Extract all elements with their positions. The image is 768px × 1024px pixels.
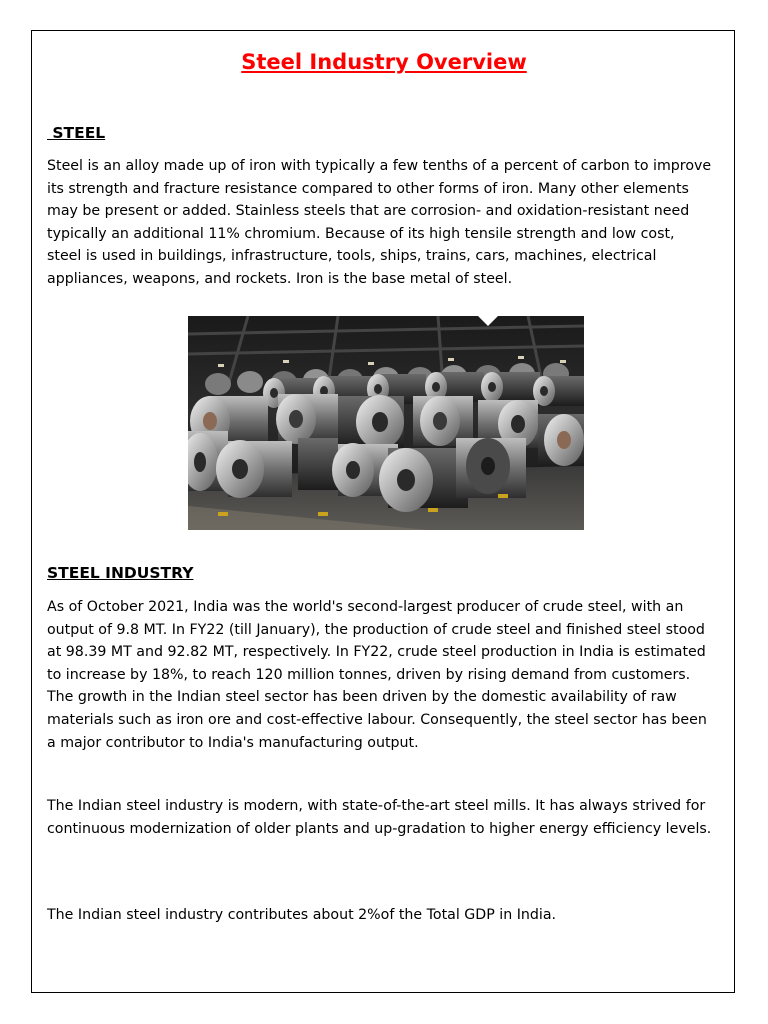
section-heading-steel-industry: STEEL INDUSTRY <box>47 564 194 582</box>
paragraph-modernization: The Indian steel industry is modern, with state-of-the-art steel mills. It has always strived for continuous modernization of older plants and up-gradation to higher energy efficiency levels. <box>47 798 712 837</box>
steel-coils-photo <box>188 316 584 530</box>
page-title: Steel Industry Overview <box>241 50 527 74</box>
paragraph-steel-definition: Steel is an alloy made up of iron with typically a few tenths of a percent of carbon to improve its strength and fracture resistance compared to other forms of iron. Many other elements may be present or added. Stainless steels that are corrosion- and oxidation-resistant need typically an additional 11% chromium. Because of its high tensile strength and low cost, steel is used in buildings, infrastructure, tools, ships, trains, cars, machines, electrical appliances, weapons, and rockets. Iron is the base metal of steel. <box>47 158 712 287</box>
paragraph-gdp-contribution: The Indian steel industry contributes about 2%of the Total GDP in India. <box>47 907 557 923</box>
paragraph-india-production: As of October 2021, India was the world's second-largest producer of crude steel, with an output of 9.8 MT. In FY22 (till January), the production of crude steel and finished steel stood at 98.39 MT and 92.82 MT, respectively. In FY22, crude steel production in India is estimated to increase by 18%, to reach 120 million tonnes, driven by rising demand from customers. The growth in the Indian steel sector has been driven by the domestic availability of raw materials such as iron ore and cost-effective labour. Consequently, the steel sector has been a major contributor to India's manufacturing output. <box>47 599 707 751</box>
section-heading-steel: STEEL <box>47 124 106 142</box>
